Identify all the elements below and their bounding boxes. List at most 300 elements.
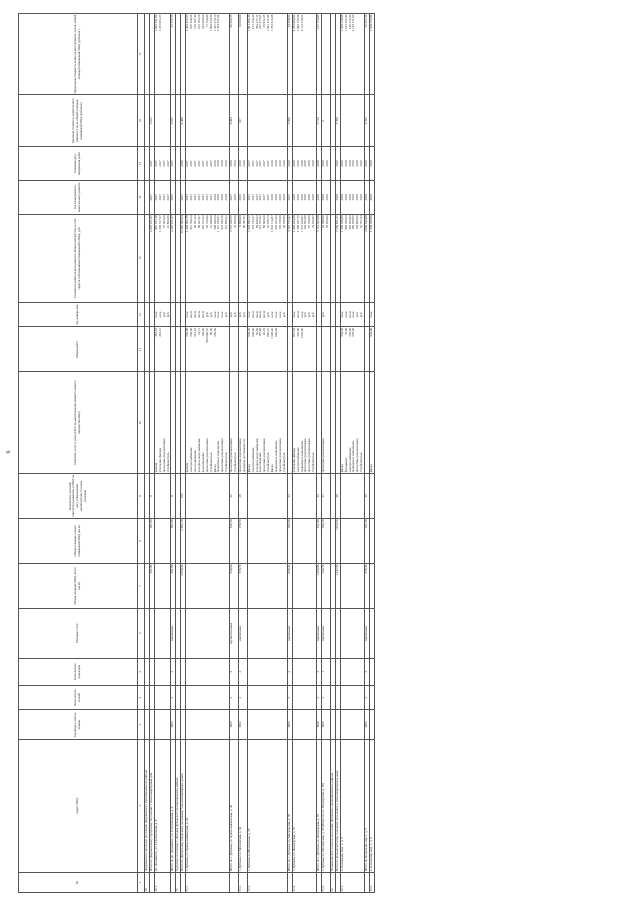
table-cell: 11.	[176, 872, 181, 892]
table-cell: 2	[238, 685, 247, 710]
cell-line: пог.м	[250, 310, 255, 319]
table-cell: 381,80	[149, 518, 154, 563]
table-cell: кирпичные	[287, 609, 292, 659]
column-number: 1	[138, 872, 145, 892]
cell-line: руб.	[165, 311, 170, 318]
cell-line: кв.м	[157, 311, 162, 318]
cell-line: 948,40	[274, 327, 279, 337]
table-cell: 10.	[145, 872, 150, 892]
cell-line: 2017	[246, 160, 251, 167]
cell-line: 72,99	[343, 327, 348, 336]
table-cell	[230, 214, 239, 302]
table-cell: 381,80	[171, 564, 176, 609]
cell-line: фасад	[212, 464, 217, 473]
table-cell: 49	[335, 473, 340, 518]
table-cell	[154, 518, 171, 563]
cell-line: подвальное помещение	[351, 440, 356, 473]
cell-line: руб.	[229, 311, 234, 318]
cell-line: руб.	[237, 311, 242, 318]
column-header: Объем работ	[19, 327, 138, 372]
column-number: 12	[138, 302, 145, 327]
cell-line: 2018	[291, 194, 296, 201]
column-number: 2	[138, 739, 145, 872]
cell-line: 2017	[180, 194, 185, 201]
table-cell	[322, 302, 331, 327]
cell-line: 2019	[216, 160, 221, 167]
cell-line: 144 062,08	[303, 215, 308, 230]
table-cell: Большелагское сельское поселение Дубовского муниципального района	[330, 739, 335, 872]
cell-line: 678,40	[351, 327, 356, 337]
cell-line: кв.м	[270, 311, 275, 318]
cell-line: 2017	[170, 160, 175, 167]
cell-line: 634,00	[369, 327, 374, 337]
cell-line: 1 809 553,85	[208, 14, 213, 32]
cell-line: 88 000,00	[262, 215, 267, 229]
table-cell: 381,80	[149, 564, 154, 609]
table-cell: 24	[317, 473, 322, 518]
table-cell	[154, 564, 171, 609]
table-cell	[322, 327, 331, 372]
table-cell: 2	[171, 658, 176, 685]
cell-line: стройконтроль	[281, 452, 286, 473]
cell-line: 2018	[295, 160, 300, 167]
cell-line: 90 828,63	[254, 215, 259, 229]
table-cell	[186, 302, 230, 327]
cell-line: крыша	[153, 463, 158, 473]
cell-line: 2017	[153, 160, 158, 167]
table-cell: рп. Дзержинск, ул. Строительная, д. 9	[154, 739, 171, 872]
cell-line: 9 900,00	[237, 215, 242, 227]
cell-line: 541,26	[192, 327, 197, 337]
cell-line: 323 090,63	[200, 14, 205, 29]
table-cell	[292, 147, 316, 181]
table-cell: Всего по Дубовскому городскому поселению 5 многоквартирных домов	[181, 739, 186, 872]
cell-line: 2019	[324, 160, 329, 167]
cell-line: 1 165 351,00	[343, 14, 348, 32]
cell-line: кв.м	[278, 311, 282, 318]
cell-line: 82 310,00	[204, 215, 209, 229]
cell-line: фасад	[246, 464, 251, 473]
table-cell	[247, 473, 287, 518]
table-cell	[154, 95, 171, 147]
table-cell	[230, 327, 239, 372]
table-cell	[370, 658, 375, 685]
cell-line: 3 356 900,91	[291, 14, 296, 32]
cell-line: кв.м	[212, 311, 217, 318]
table-cell: 2	[230, 658, 239, 685]
cell-line: 127 775,93	[316, 14, 321, 29]
table-cell	[186, 710, 230, 739]
cell-line: 2018	[307, 194, 312, 201]
cell-line: 52 707,44	[359, 215, 364, 229]
cell-line: 1 403 472,03	[185, 14, 190, 32]
cell-line: 2019	[180, 160, 185, 167]
table-cell	[292, 302, 316, 327]
cell-line: 2017	[266, 160, 271, 167]
column-number: 5	[138, 658, 145, 685]
table-cell: 659,60	[230, 564, 239, 609]
cell-line: 1 691 231,95	[266, 14, 271, 32]
table-cell	[370, 710, 375, 739]
cell-line: 10 000,00	[237, 14, 242, 28]
column-number: 3	[138, 710, 145, 739]
table-cell	[292, 14, 316, 95]
cell-line: 2019	[321, 194, 326, 201]
table-cell	[247, 685, 287, 710]
cell-line: кв.м	[185, 311, 190, 318]
cell-line: 2017	[208, 160, 213, 167]
column-header: Стоимость капитального ремонта общего имущества за счет средств собственников помещений в МКД, руб.	[19, 214, 138, 302]
cell-line: подвальное помещение	[274, 440, 279, 473]
table-cell	[238, 372, 247, 473]
cell-line: 56 952,35	[262, 14, 267, 28]
table-cell: 2	[365, 685, 370, 710]
column-header: Перечень услуг и (или) работ по капитальному ремонту общего имущества МКД	[19, 372, 138, 473]
cell-line: 74 016,87	[311, 215, 316, 229]
table-cell	[292, 372, 316, 473]
cell-line: 2019	[355, 160, 360, 167]
cell-line: 1 539 338,88	[339, 14, 344, 32]
table-cell	[186, 518, 230, 563]
cell-line: проектная документация	[161, 438, 166, 473]
cell-line: кв.м	[339, 311, 344, 318]
table-cell: кирпичные	[317, 609, 322, 659]
cell-line: 85,30	[208, 327, 213, 336]
table-row	[292, 14, 316, 893]
cell-line: руб.	[233, 311, 238, 318]
table-cell	[292, 564, 316, 609]
cell-line: 1 891 482,26	[246, 14, 251, 32]
cell-line: 678,40	[347, 327, 352, 337]
cell-line: 74 359,91	[286, 14, 291, 28]
table-cell	[340, 214, 364, 302]
column-header: Коли-чество подъездов	[19, 658, 138, 685]
cell-line: 71 150,96	[204, 14, 209, 28]
cell-line: руб.	[307, 311, 312, 318]
cell-line: кв.м	[220, 311, 225, 318]
table-cell: 5 114	[317, 95, 322, 147]
cell-line: 2019	[274, 194, 279, 201]
cell-line: проверка достоверности	[241, 439, 246, 473]
table-cell	[322, 214, 331, 302]
table-cell	[154, 180, 171, 214]
cell-line: подвальное помещение	[216, 440, 221, 473]
table-cell: г. Дубовка, ул. Пионерская, д. 76	[292, 739, 316, 872]
cell-line: 2017	[165, 194, 170, 201]
table-cell: 1965	[230, 710, 239, 739]
cell-line: 3 737 328,77	[229, 215, 234, 233]
cell-line: водоотведение	[200, 452, 205, 473]
cell-line: 161 724,29	[250, 14, 255, 29]
cell-line: руб.	[208, 311, 213, 318]
table-cell	[238, 214, 247, 302]
table-cell: 11.3.	[247, 872, 287, 892]
table-cell	[186, 95, 230, 147]
cell-line: крыша	[185, 463, 190, 473]
cell-line: 96 622,37	[229, 14, 234, 28]
table-cell: 1253,50	[335, 518, 340, 563]
table-cell: 8	[171, 473, 176, 518]
cell-line: фундамент	[343, 457, 348, 473]
table-cell	[247, 372, 287, 473]
cell-line: 2019	[324, 194, 329, 201]
column-number: 11	[138, 327, 145, 372]
cell-line: 2017	[170, 194, 175, 201]
cell-line: 2019	[281, 194, 286, 201]
table-cell: 552,50	[230, 518, 239, 563]
column-number: 13	[138, 214, 145, 302]
cell-line: 1 539 338,80	[339, 215, 344, 233]
column-number: 7	[138, 564, 145, 609]
cell-line: 96 661,43	[192, 215, 197, 229]
table-cell	[247, 147, 287, 181]
table-cell	[322, 147, 331, 181]
table-cell: 2	[365, 658, 370, 685]
cell-line: 1 539 335,90	[369, 14, 374, 32]
cell-line: 800 090,67	[204, 327, 209, 343]
cell-line: 2019	[212, 160, 217, 167]
cell-line: 3 797 775,97	[286, 215, 291, 233]
table-cell: 344,70	[322, 564, 331, 609]
cell-line: 2019	[369, 160, 374, 167]
table-cell	[186, 609, 230, 659]
table-cell: 28	[238, 473, 247, 518]
cell-line: 2018	[307, 160, 312, 167]
cell-line: 74,71	[196, 327, 201, 336]
cell-line: 1 384 531,94	[216, 14, 221, 32]
table-cell: 12.	[330, 872, 335, 892]
cell-line: 2019	[278, 160, 282, 167]
cell-line: 634,05	[339, 327, 344, 337]
table-cell: 2	[287, 658, 292, 685]
table-cell: 344,70	[322, 518, 331, 563]
cell-line: 2017	[161, 194, 166, 201]
table-cell: 1965	[322, 710, 331, 739]
cell-line: 1 475 953,37	[157, 14, 162, 32]
cell-line: 2019	[220, 160, 225, 167]
cell-line: 1 048,40	[270, 327, 275, 340]
cell-line: водоотведение	[258, 452, 263, 473]
cell-line: кв.м	[369, 311, 374, 318]
cell-line: проектная документация	[220, 438, 225, 473]
table-cell: 6 017	[149, 95, 154, 147]
cell-line: пог.м	[254, 310, 259, 319]
table-cell	[322, 14, 331, 95]
table-row	[370, 14, 375, 893]
cell-line: 1 445 223,28	[291, 215, 296, 233]
table-cell	[340, 147, 364, 181]
table-cell	[154, 658, 171, 685]
cell-line: 2019	[286, 160, 291, 167]
table-cell: 163	[181, 473, 186, 518]
repair-register-table	[18, 13, 375, 893]
table-cell: 11.5.	[322, 872, 331, 892]
table-cell: Итого по г. Дубовка, ул. Краснознаменская, д. 46	[230, 739, 239, 872]
cell-line: 115 552,92	[258, 215, 263, 230]
table-cell	[238, 180, 247, 214]
table-cell: 31	[322, 473, 331, 518]
table-cell	[247, 564, 287, 609]
table-cell: 2	[230, 685, 239, 710]
cell-line: кв.м	[343, 311, 348, 318]
cell-line: проектная документация	[278, 438, 282, 473]
cell-line: стройконтроль	[208, 452, 213, 473]
table-cell	[247, 327, 287, 372]
table-cell	[370, 609, 375, 659]
cell-line: проектная документация	[262, 438, 267, 473]
cell-line: фасад	[369, 464, 374, 473]
table-cell: 0	[322, 95, 331, 147]
cell-line: 3 039 542,08	[364, 215, 369, 233]
table-cell	[370, 518, 375, 563]
cell-line: 2018	[303, 194, 308, 201]
cell-line: 2018	[291, 160, 296, 167]
column-header: Коли-чество этажей	[19, 685, 138, 710]
table-cell: 1347,50	[335, 564, 340, 609]
cell-line: проектная документация	[204, 438, 209, 473]
cell-line: 2017	[153, 194, 158, 201]
cell-line: 2017	[189, 160, 194, 167]
cell-line: 382 177,12	[254, 14, 259, 29]
cell-line: 2019	[343, 160, 348, 167]
cell-line: 2017	[254, 160, 259, 167]
table-cell	[292, 609, 316, 659]
cell-line: 2019	[229, 160, 234, 167]
cell-line: 895,27	[266, 327, 271, 337]
cell-line: 2017	[185, 194, 190, 201]
cell-line: пог.м	[192, 310, 197, 319]
cell-line: кв.м	[153, 311, 158, 318]
cell-line: пог.м	[347, 310, 352, 319]
column-header: Общая площадь МКД, всего (кв.м)	[19, 564, 138, 609]
column-number: 9	[138, 473, 145, 518]
table-cell	[186, 214, 230, 302]
column-header: Плановая дата завершения работ	[19, 147, 138, 181]
table-cell	[340, 658, 364, 685]
table-cell: 679,70	[238, 518, 247, 563]
cell-line: 2017	[200, 194, 205, 201]
table-cell: 11.4.	[292, 872, 316, 892]
table-cell	[247, 95, 287, 147]
table-cell	[292, 710, 316, 739]
cell-line: 886 356,04	[343, 215, 348, 230]
cell-line: 2017	[200, 160, 205, 167]
cell-line: 817,54	[291, 327, 296, 337]
cell-line: стройконтроль	[165, 452, 170, 473]
table-cell	[340, 609, 364, 659]
cell-line: 502 422,05	[274, 215, 279, 230]
table-cell: 2	[322, 685, 331, 710]
table-cell: 2	[238, 658, 247, 685]
table-cell: 1965	[365, 710, 370, 739]
table-row	[322, 14, 331, 893]
table-cell	[186, 685, 230, 710]
cell-line: 2017	[185, 160, 190, 167]
column-number-row	[138, 14, 145, 893]
table-cell: 23	[287, 473, 292, 518]
table-cell: 12.2.	[370, 872, 375, 892]
table-cell	[370, 180, 375, 214]
cell-line: 2 297 471,47	[170, 215, 175, 233]
column-header: Год планируемого капитального ремонта	[19, 180, 138, 214]
table-cell	[247, 518, 287, 563]
cell-line: 2019	[351, 194, 356, 201]
table-cell	[340, 327, 364, 372]
table-cell	[186, 372, 230, 473]
cell-line: 2019	[364, 194, 369, 201]
cell-line: руб.	[303, 311, 308, 318]
cell-line: 2 115 216,01	[299, 14, 304, 32]
cell-line: 2019	[216, 194, 221, 201]
table-cell: Дзержинское городское поселение Дзержинского муниципального района	[145, 739, 150, 872]
table-cell	[247, 658, 287, 685]
cell-line: 2019	[233, 194, 238, 201]
table-cell	[370, 685, 375, 710]
cell-line: проектная документация	[321, 438, 326, 473]
column-header: Ед. измере-ния	[19, 302, 138, 327]
cell-line: 509 460,34	[212, 215, 217, 230]
cell-line: 2017	[250, 194, 255, 201]
cell-line: фасад	[270, 464, 275, 473]
cell-line: 2019	[347, 194, 352, 201]
cell-line: 2017	[262, 160, 267, 167]
table-cell	[247, 710, 287, 739]
table-cell: Всего по Большелагскому сельскому поселению 2 многоквартирных дома	[335, 739, 340, 872]
table-cell	[340, 372, 364, 473]
cell-line: руб.	[161, 311, 166, 318]
cell-line: руб.	[355, 311, 360, 318]
table-cell: кирпичные	[322, 609, 331, 659]
table-cell	[370, 302, 375, 327]
table-cell: 11.1.	[186, 872, 230, 892]
cell-line: 159 900,00	[355, 215, 360, 230]
table-cell: г. Дубовка, ул. Московская, д. 34	[238, 739, 247, 872]
cell-line: подвальное помещение	[299, 440, 304, 473]
table-body	[145, 14, 375, 893]
cell-line: 2019	[224, 160, 229, 167]
table-cell	[370, 473, 375, 518]
cell-line: проектная документация	[229, 438, 234, 473]
cell-line: 1266,90	[299, 327, 304, 339]
cell-line: 2019	[274, 160, 279, 167]
column-header: №	[19, 872, 138, 892]
cell-line: 5 114 327,08	[316, 215, 321, 232]
table-cell	[322, 372, 331, 473]
cell-line: 1 527 270,73	[212, 14, 217, 32]
cell-line: 1 032 741,82	[153, 14, 158, 32]
cell-line: 2017	[204, 194, 209, 201]
column-number: 16	[138, 95, 145, 147]
cell-line: холодное водоснабжение	[254, 438, 259, 473]
cell-line: 215 350,24	[189, 215, 194, 230]
cell-line: 1 763 523,38	[270, 14, 275, 32]
cell-line: 2019	[224, 194, 229, 201]
table-cell	[340, 302, 364, 327]
table-cell	[186, 147, 230, 181]
table-cell: Итого по Большелаг, мкр 1, д. 5	[365, 739, 370, 872]
table-cell: 327	[238, 95, 247, 147]
cell-line: 2019	[359, 160, 364, 167]
table-cell	[292, 180, 316, 214]
cell-line: 2018	[316, 194, 321, 201]
cell-line: 2019	[233, 160, 238, 167]
cell-line: утепление фасада	[291, 448, 296, 473]
cell-line: 2017	[165, 160, 170, 167]
cell-line: руб.	[321, 311, 326, 318]
cell-line: 2017	[192, 160, 197, 167]
cell-line: теплоснабжение	[192, 450, 197, 473]
table-cell: г. Дубовка ул. Пионерская, д. 58 (Итого по ул. Пионерская, д. 58)	[322, 739, 331, 872]
